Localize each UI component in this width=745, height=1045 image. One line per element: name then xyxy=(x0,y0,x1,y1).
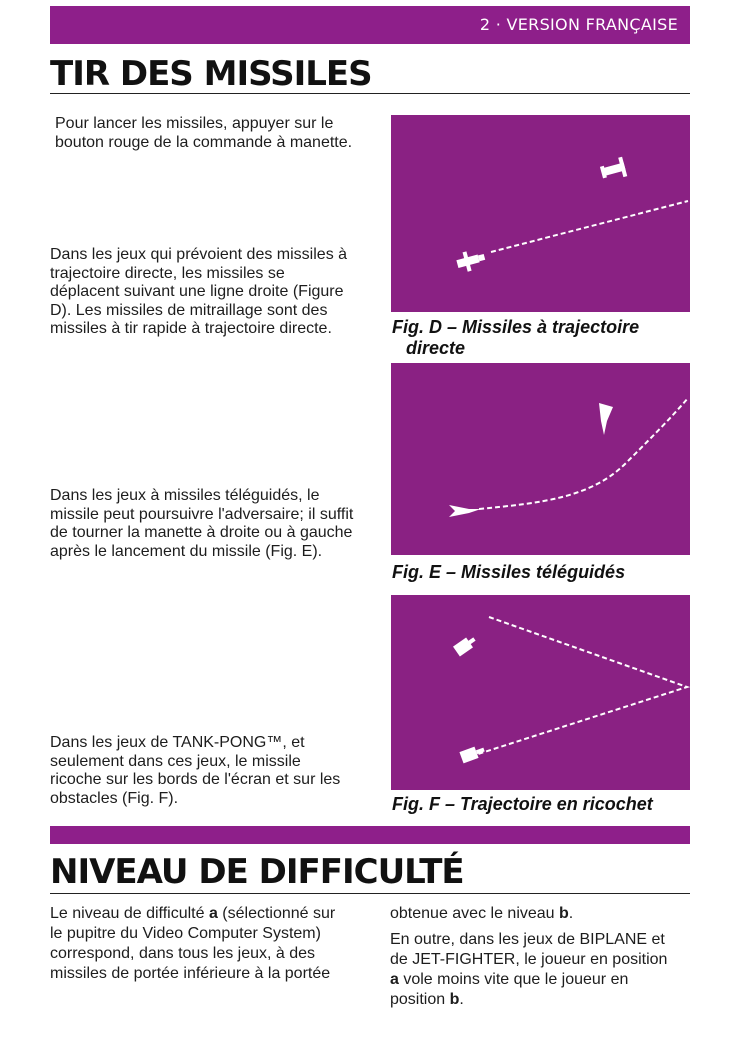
plane-icon xyxy=(599,157,627,183)
difficulty-letter: a xyxy=(390,971,399,988)
text-run: Le niveau de difficulté xyxy=(50,905,209,922)
missile-trail xyxy=(479,398,688,509)
text-run: . xyxy=(459,991,464,1008)
difficulty-column-right-p2 xyxy=(390,930,680,1010)
ricochet-paragraph: Dans les jeux de TANK-PONG™, et seulement dans ces jeux, le missile ricoche sur les bords de l'écran et sur les obstacles (Fig. F). xyxy=(50,734,341,807)
guided-missiles-paragraph: Dans les jeux à missiles téléguidés, le missile peut poursuivre l'adversaire; il suffit de tourner la manette à droite ou à gauche après le lancement du missile (Fig. E). xyxy=(50,487,354,560)
tank-icon xyxy=(453,634,478,656)
figure-f-illustration xyxy=(391,595,690,790)
title-rule xyxy=(50,93,690,94)
text-run: (sélectionné sur le pupitre du Video Computer System) correspond, dans tous les jeux, à des missiles de portée inférieure à la portée xyxy=(50,905,336,982)
jet-icon xyxy=(599,403,613,435)
difficulty-column-right-p1 xyxy=(390,904,690,924)
section-divider-band xyxy=(50,826,690,844)
figure-f-caption: Fig. F – Trajectoire en ricochet xyxy=(392,794,653,814)
text-run: . xyxy=(568,905,574,922)
text-run: En outre, dans les jeux de BIPLANE et de JET-FIGHTER, le joueur en position xyxy=(390,931,668,968)
missile-trail xyxy=(491,201,688,252)
figure-d-caption-line2: directe xyxy=(406,338,466,358)
figure-e-caption: Fig. E – Missiles téléguidés xyxy=(392,562,626,582)
difficulty-letter: b xyxy=(449,991,460,1008)
intro-paragraph: Pour lancer les missiles, appuyer sur le bouton rouge de la commande à manette. xyxy=(55,115,353,151)
figure-d-caption xyxy=(392,317,692,359)
figure-e-illustration xyxy=(391,363,690,555)
section-title-difficulty: NIVEAU DE DIFFICULTÉ xyxy=(50,852,464,892)
ricochet-trail xyxy=(475,617,687,755)
difficulty-letter: a xyxy=(208,905,218,922)
difficulty-column-left xyxy=(50,904,350,984)
header-band xyxy=(50,6,690,44)
text-run: vole moins vite que le joueur en position xyxy=(390,971,629,1008)
header-label: 2 · VERSION FRANÇAISE xyxy=(479,15,678,34)
plane-icon xyxy=(455,247,487,274)
text-run: obtenue avec le niveau xyxy=(390,905,560,922)
direct-missiles-paragraph: Dans les jeux qui prévoient des missiles à trajectoire directe, les missiles se déplacent suivant une ligne droite (Figure D). Les missiles de mitraillage sont des missiles à tir rapide à trajectoire directe. xyxy=(50,246,348,337)
title-rule xyxy=(50,893,690,894)
figure-d-panel xyxy=(391,115,690,312)
difficulty-letter: b xyxy=(559,905,569,922)
figure-d-caption-line1: Fig. D – Missiles à trajectoire xyxy=(392,317,640,337)
figure-d-illustration xyxy=(391,115,690,312)
section-title-missiles: TIR DES MISSILES xyxy=(50,54,372,94)
figure-e-panel xyxy=(391,363,690,555)
figure-f-panel xyxy=(391,595,690,790)
jet-icon xyxy=(449,505,481,517)
